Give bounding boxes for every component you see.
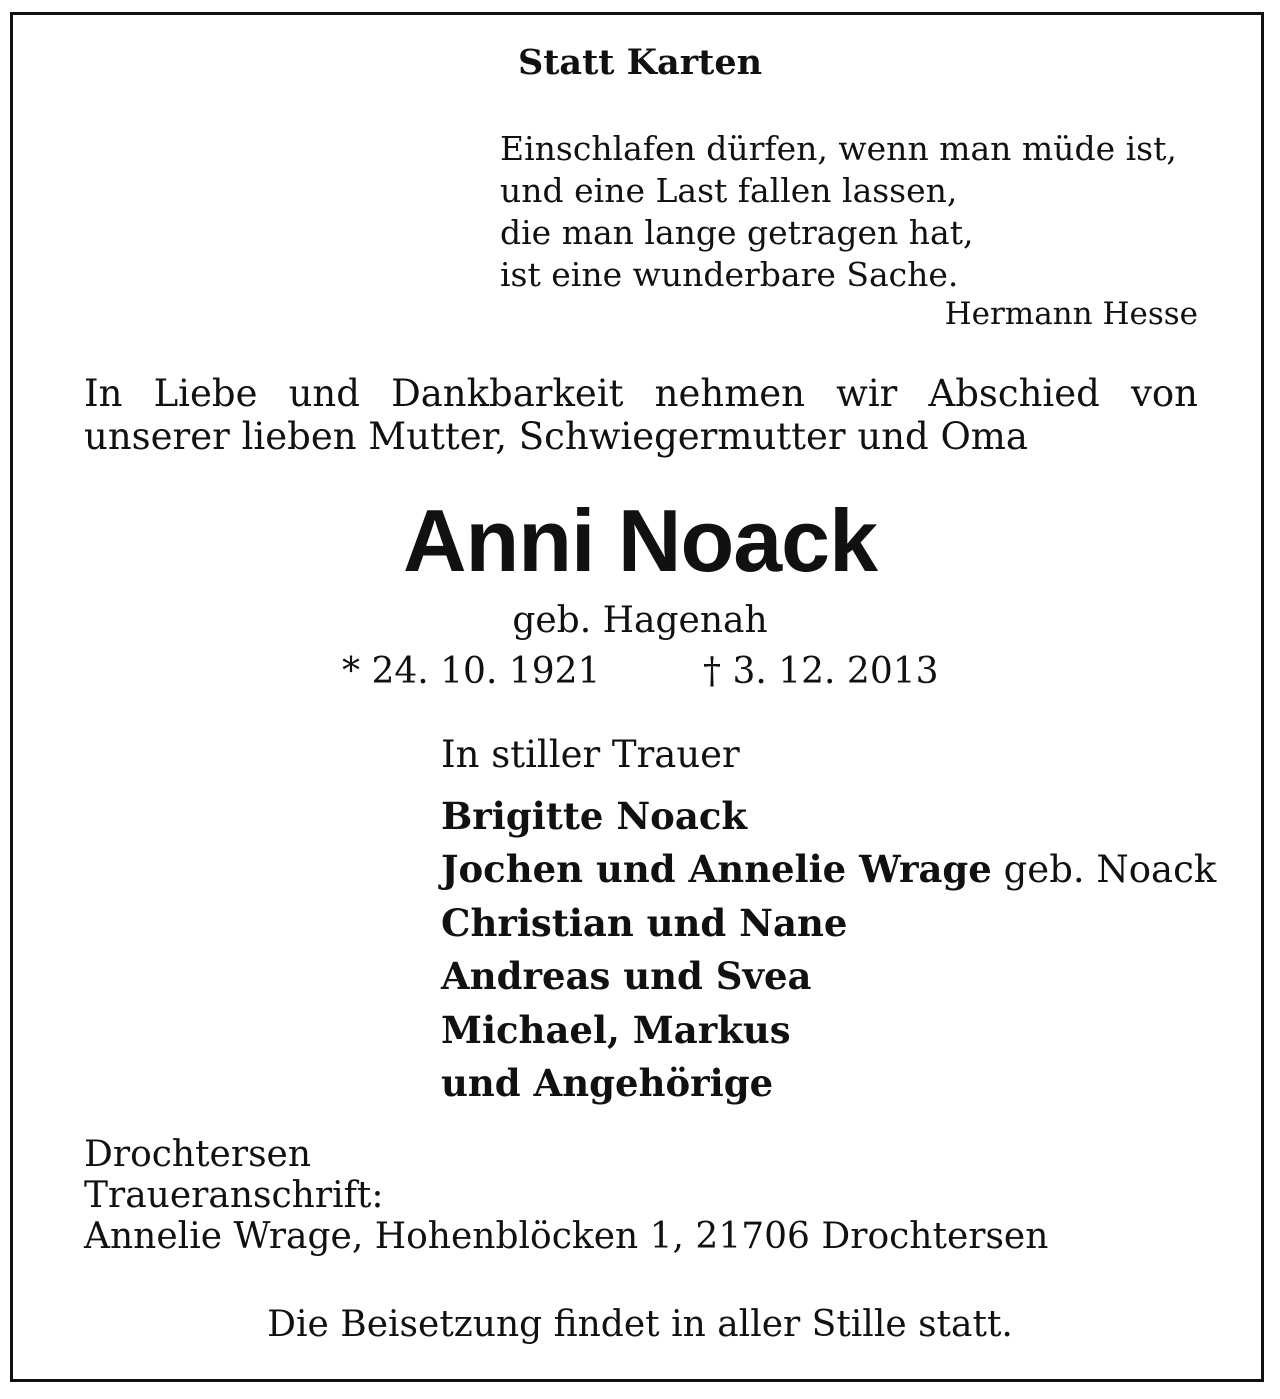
poem-line: ist eine wunderbare Sache. [500,255,959,294]
header-statt-karten: Statt Karten [517,42,763,83]
mourner-name: Jochen und Annelie Wrage [441,847,992,892]
mourner-row [441,950,1216,1003]
maiden-name: geb. Hagenah [512,600,768,641]
poem [500,128,1177,296]
intro-line-1: In Liebe und Dankbarkeit nehmen wir Abschied von [84,372,1198,415]
deceased-name: Anni Noack [402,491,878,590]
mourners-list [441,790,1216,1110]
poem-line: Einschlafen dürfen, wenn man müde ist, [500,129,1177,168]
death-date: † 3. 12. 2013 [703,651,939,692]
address-block [84,1134,1048,1257]
address-label: Traueranschrift: [84,1175,384,1216]
poem-line: die man lange getragen hat, [500,213,974,252]
address-place: Drochtersen [84,1134,312,1175]
mourner-row [441,790,1216,843]
mourner-name: Michael, Markus [441,1007,791,1052]
mourner-row [441,843,1216,896]
mourner-suffix: geb. Noack [991,848,1217,892]
mourner-name: Brigitte Noack [441,794,747,838]
mourner-name: und Angehörige [441,1061,774,1106]
mourner-row [441,1004,1216,1057]
mourner-row [441,897,1216,950]
intro-text [84,372,1198,458]
intro-line-2: unserer lieben Mutter, Schwiegermutter und Oma [84,415,1028,458]
poem-line: und eine Last fallen lassen, [500,171,958,210]
mourner-name: Andreas und Svea [441,954,812,999]
poem-author: Hermann Hesse [944,296,1198,332]
birth-date: * 24. 10. 1921 [342,651,601,692]
mourner-name: Christian und Nane [441,900,848,945]
address-line: Annelie Wrage, Hohenblöcken 1, 21706 Drochtersen [84,1216,1049,1257]
mourning-heading: In stiller Trauer [441,733,740,776]
mourner-row [441,1057,1216,1110]
burial-note: Die Beisetzung findet in aller Stille statt. [267,1304,1013,1345]
